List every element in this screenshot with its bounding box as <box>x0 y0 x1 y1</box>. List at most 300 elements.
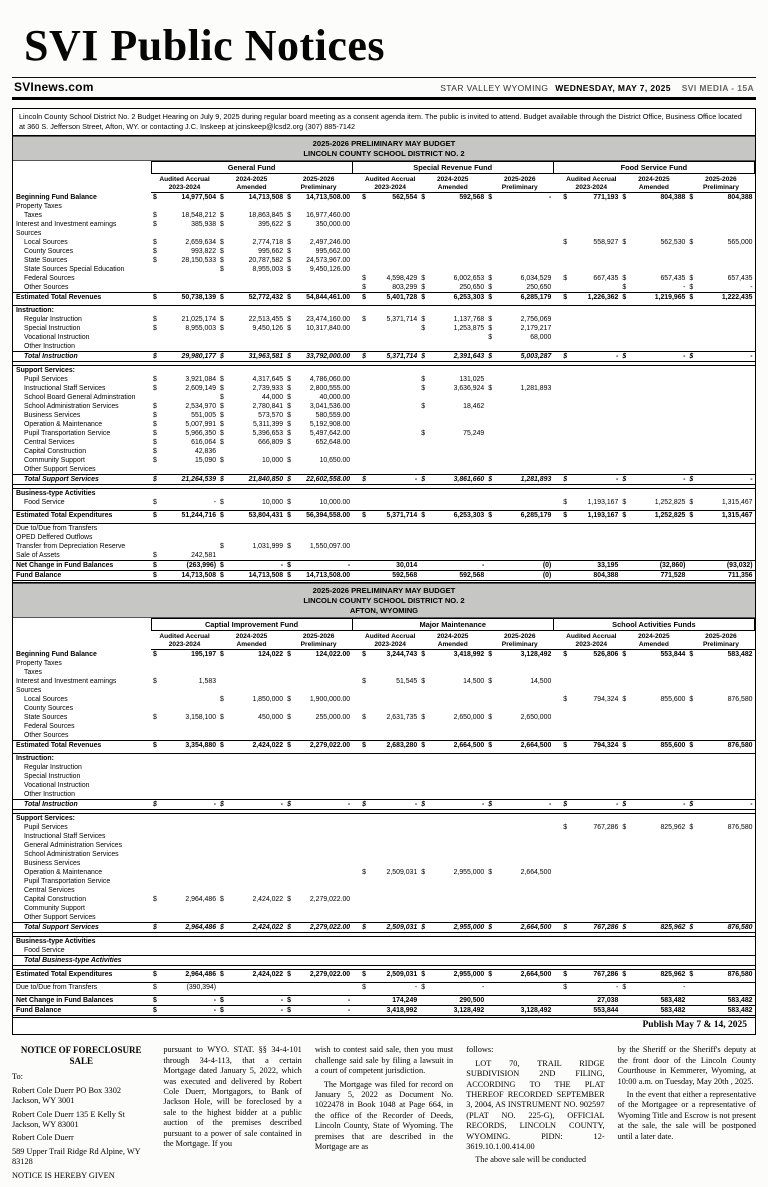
table-row <box>13 841 755 850</box>
dollar-sign: $ <box>153 678 157 686</box>
amount-value: - <box>481 984 485 992</box>
row-label: Other Sources <box>24 732 69 740</box>
row-label: Property Taxes <box>16 203 62 211</box>
dollar-sign: $ <box>421 512 426 520</box>
amount-cell <box>687 763 754 772</box>
dollar-sign: $ <box>220 430 224 438</box>
amount-cell <box>218 402 285 411</box>
amount-cell <box>151 677 218 686</box>
amount-value: 2,659,634 <box>185 239 217 247</box>
amount-value: - <box>280 562 284 570</box>
amount-cell <box>151 366 218 376</box>
dollar-sign: $ <box>287 403 291 411</box>
amount-value: 592,568 <box>459 194 485 202</box>
amount-value: 53,804,431 <box>248 512 284 520</box>
amount-cell <box>486 983 553 993</box>
dollar-sign: $ <box>220 742 224 750</box>
amount-value: 2,279,022.00 <box>309 896 351 904</box>
amount-value: 450,000 <box>258 714 284 722</box>
dollar-sign: $ <box>220 651 224 659</box>
amount-cell <box>553 211 620 220</box>
row-label: OPED Deffered Outflows <box>16 534 93 542</box>
table-row <box>13 293 755 303</box>
amount-cell <box>151 814 218 824</box>
table-row <box>13 342 755 352</box>
dollar-sign: $ <box>421 325 426 333</box>
amount-value: 855,600 <box>660 742 686 750</box>
table-row <box>13 475 755 485</box>
amount-cell <box>218 886 285 895</box>
row-label: Pupil Services <box>24 376 68 384</box>
amount-cell <box>620 293 687 303</box>
amount-cell <box>486 695 553 704</box>
legal-paragraph: pursuant to WYO. STAT. §§ 34-4-101 through 34-4-113, that a certain Mortgage dated January 5, 2022, which was executed and delivered by Robert Cole Duerr, Mortgagors, to Bank of Jackson Hole, will be foreclosed by a sale to the highest bidder at a public auction of the premises described pursuant to a power of sale contained in the Mortgage. If you <box>163 1045 302 1148</box>
dollar-sign: $ <box>362 651 366 659</box>
amount-cell <box>486 256 553 265</box>
dollar-sign: $ <box>153 742 157 750</box>
dollar-sign: $ <box>488 512 493 520</box>
amount-cell <box>352 763 419 772</box>
amount-cell <box>285 283 352 293</box>
legal-paragraph: wish to contest said sale, then you must challenge said sale by filing a lawsuit in a court of competent jurisdiction. <box>314 1045 454 1076</box>
row-label: Other Instruction <box>24 343 75 351</box>
amount-cell <box>285 402 352 411</box>
amount-cell <box>620 956 687 966</box>
amount-cell <box>352 324 419 333</box>
amount-cell <box>352 402 419 411</box>
amount-cell <box>553 946 620 956</box>
amount-cell <box>151 533 218 542</box>
dollar-sign: $ <box>220 212 224 220</box>
table-row <box>13 713 755 722</box>
dollar-sign: $ <box>488 971 493 979</box>
table-row <box>13 937 755 947</box>
amount-value: 583,482 <box>660 1007 686 1015</box>
dollar-sign: $ <box>220 248 224 256</box>
amount-cell <box>285 937 352 947</box>
row-label: County Sources <box>24 705 74 713</box>
amount-cell <box>285 333 352 342</box>
dateline-edition: SVI MEDIA - 15A <box>681 83 754 93</box>
legal-column <box>315 1045 453 1184</box>
amount-cell <box>419 438 486 447</box>
amount-cell <box>151 970 218 980</box>
amount-cell <box>218 763 285 772</box>
amount-cell <box>218 859 285 868</box>
amount-cell <box>218 772 285 781</box>
amount-value: 9,450,126 <box>252 325 284 333</box>
amount-cell <box>687 533 754 542</box>
amount-cell <box>687 256 754 265</box>
amount-value: 1,315,467 <box>721 499 753 507</box>
amount-cell <box>352 868 419 877</box>
amount-cell <box>218 293 285 303</box>
amount-value: 2,424,022 <box>252 971 284 979</box>
amount-value: 2,964,486 <box>185 924 217 932</box>
amount-cell <box>419 1006 486 1017</box>
amount-cell <box>620 913 687 923</box>
amount-value: 794,324 <box>593 696 619 704</box>
amount-cell <box>419 800 486 810</box>
amount-cell <box>285 324 352 333</box>
amount-value: 592,568 <box>392 572 418 580</box>
dollar-sign: $ <box>421 714 426 722</box>
amount-cell <box>620 352 687 362</box>
amount-cell <box>486 384 553 393</box>
amount-cell <box>620 832 687 841</box>
amount-cell <box>486 393 553 402</box>
amount-cell <box>687 352 754 362</box>
amount-value: (32,860) <box>659 562 686 570</box>
dollar-sign: $ <box>421 385 426 393</box>
amount-value: 2,955,000 <box>453 924 485 932</box>
row-label: Property Taxes <box>16 660 62 668</box>
table-row <box>13 668 755 677</box>
amount-cell <box>151 220 218 229</box>
row-label: Total Support Services <box>13 923 151 933</box>
amount-value: 2,650,000 <box>453 714 485 722</box>
amount-cell <box>553 668 620 677</box>
dollar-sign: $ <box>153 651 157 659</box>
amount-cell <box>285 895 352 904</box>
amount-cell <box>620 904 687 913</box>
amount-cell <box>553 465 620 475</box>
amount-value: 767,286 <box>593 971 619 979</box>
amount-cell <box>486 741 553 751</box>
row-label: Pupil Transportation Service <box>24 430 111 438</box>
dollar-sign: $ <box>622 984 627 992</box>
amount-cell <box>486 420 553 429</box>
amount-cell <box>419 790 486 800</box>
amount-cell <box>553 763 620 772</box>
amount-value: 2,497,246.00 <box>309 239 351 247</box>
amount-cell <box>419 256 486 265</box>
amount-value: 3,244,743 <box>386 651 418 659</box>
dollar-sign: $ <box>563 476 568 484</box>
amount-cell <box>620 247 687 256</box>
amount-value: - <box>213 499 217 507</box>
amount-cell <box>553 695 620 704</box>
amount-value: 5,966,350 <box>185 430 217 438</box>
table-row <box>13 781 755 790</box>
dollar-sign: $ <box>220 714 224 722</box>
amount-cell <box>218 511 285 521</box>
dollar-sign: $ <box>287 896 291 904</box>
amount-cell <box>218 983 285 993</box>
amount-cell <box>352 274 419 283</box>
amount-cell <box>419 763 486 772</box>
amount-cell <box>687 800 754 810</box>
amount-cell <box>687 447 754 456</box>
amount-cell <box>151 859 218 868</box>
amount-cell <box>218 686 285 695</box>
amount-cell <box>285 511 352 521</box>
amount-cell <box>486 306 553 316</box>
amount-value: 666,809 <box>258 439 284 447</box>
dollar-sign: $ <box>689 801 694 809</box>
dollar-sign: $ <box>153 552 157 560</box>
amount-cell <box>419 859 486 868</box>
table-row <box>13 823 755 832</box>
amount-cell <box>352 983 419 993</box>
amount-cell <box>218 366 285 376</box>
amount-cell <box>687 438 754 447</box>
legal-paragraph: Robert Cole Duerr 135 E Kelly St Jackson, WY 83001 <box>12 1109 125 1129</box>
amount-value: 2,739,933 <box>252 385 284 393</box>
amount-cell <box>486 722 553 731</box>
amount-value: 2,664,500 <box>520 742 552 750</box>
table-row <box>13 229 755 238</box>
row-label: School Administration Services <box>24 851 119 859</box>
amount-cell <box>419 429 486 438</box>
dollar-sign: $ <box>362 984 366 992</box>
dollar-sign: $ <box>287 266 291 274</box>
amount-value: 771,193 <box>593 194 619 202</box>
amount-cell <box>218 202 285 211</box>
amount-cell <box>486 542 553 551</box>
dollar-sign: $ <box>689 924 694 932</box>
amount-cell <box>151 956 218 966</box>
amount-cell <box>419 352 486 362</box>
amount-value: 242,581 <box>191 552 217 560</box>
dollar-sign: $ <box>488 316 493 324</box>
amount-cell <box>352 970 419 980</box>
dollar-sign: $ <box>362 194 366 202</box>
amount-value: 1,850,000 <box>252 696 284 704</box>
amount-value: 27,038 <box>597 997 619 1005</box>
dollar-sign: $ <box>488 801 493 809</box>
amount-cell <box>687 475 754 485</box>
table-row <box>13 447 755 456</box>
amount-cell <box>486 1006 553 1017</box>
amount-cell <box>687 823 754 832</box>
amount-cell <box>151 193 218 203</box>
amount-cell <box>486 429 553 438</box>
amount-cell <box>687 713 754 722</box>
amount-cell <box>553 306 620 316</box>
dollar-sign: $ <box>153 403 157 411</box>
amount-cell <box>620 850 687 859</box>
amount-cell <box>218 551 285 561</box>
amount-cell <box>151 498 218 507</box>
amount-cell <box>352 366 419 376</box>
dollar-sign: $ <box>153 212 157 220</box>
dollar-sign: $ <box>362 353 366 361</box>
amount-value: 5,497,642.00 <box>309 430 351 438</box>
amount-value: 21,025,174 <box>181 316 217 324</box>
amount-cell <box>151 283 218 293</box>
amount-value: - <box>616 476 619 484</box>
amount-cell <box>151 247 218 256</box>
amount-cell <box>553 722 620 731</box>
amount-value: 3,041,536.00 <box>309 403 351 411</box>
amount-cell <box>352 411 419 420</box>
amount-cell <box>486 533 553 542</box>
amount-value: 825,962 <box>660 924 686 932</box>
table-row <box>13 877 755 886</box>
amount-cell <box>553 800 620 810</box>
amount-cell <box>218 741 285 751</box>
table-row <box>13 722 755 731</box>
amount-value: 2,534,970 <box>185 403 217 411</box>
table-row <box>13 524 755 534</box>
amount-cell <box>352 946 419 956</box>
amount-cell <box>687 686 754 695</box>
amount-cell <box>620 306 687 316</box>
amount-cell <box>419 402 486 411</box>
amount-cell <box>218 571 285 582</box>
dollar-sign: $ <box>421 801 426 809</box>
amount-cell <box>352 542 419 551</box>
amount-cell <box>151 229 218 238</box>
dollar-sign: $ <box>220 457 224 465</box>
column-header: Audited Accrual 2023-2024 <box>352 174 419 193</box>
amount-cell <box>419 366 486 376</box>
amount-value: 767,286 <box>593 824 619 832</box>
amount-cell <box>553 704 620 713</box>
amount-cell <box>352 438 419 447</box>
amount-cell <box>352 741 419 751</box>
amount-cell <box>352 447 419 456</box>
amount-cell <box>620 650 687 660</box>
dollar-sign: $ <box>220 257 224 265</box>
dollar-sign: $ <box>622 824 627 832</box>
amount-cell <box>553 790 620 800</box>
dollar-sign: $ <box>287 971 291 979</box>
amount-value: 1,137,768 <box>453 316 485 324</box>
amount-cell <box>218 695 285 704</box>
amount-value: 652,648.00 <box>315 439 351 447</box>
dollar-sign: $ <box>220 325 224 333</box>
amount-cell <box>553 571 620 582</box>
amount-cell <box>352 429 419 438</box>
row-label: Total Support Services <box>13 475 151 485</box>
amount-cell <box>419 704 486 713</box>
amount-value: 10,317,840.00 <box>306 325 351 333</box>
amount-value: 3,158,100 <box>185 714 217 722</box>
amount-cell <box>486 265 553 274</box>
amount-cell <box>620 868 687 877</box>
legal-paragraph: follows: <box>466 1045 494 1055</box>
amount-cell <box>218 315 285 324</box>
amount-value: 20,787,582 <box>248 257 284 265</box>
amount-value: 2,664,500 <box>520 924 552 932</box>
table-row <box>13 983 755 993</box>
dollar-sign: $ <box>362 869 366 877</box>
amount-cell <box>620 923 687 933</box>
amount-cell <box>352 832 419 841</box>
budget-table-title: 2025-2026 PRELIMINARY MAY BUDGET LINCOLN COUNTY SCHOOL DISTRICT NO. 2 <box>13 136 755 161</box>
amount-cell <box>352 996 419 1006</box>
amount-value: - <box>280 1007 284 1015</box>
amount-cell <box>151 561 218 571</box>
amount-cell <box>620 384 687 393</box>
dollar-sign: $ <box>362 476 366 484</box>
amount-cell <box>285 551 352 561</box>
amount-cell <box>419 238 486 247</box>
amount-cell <box>218 731 285 741</box>
amount-cell <box>218 814 285 824</box>
dollar-sign: $ <box>689 239 694 247</box>
corner-cell <box>13 619 151 631</box>
amount-value: - <box>280 801 284 809</box>
dollar-sign: $ <box>287 457 291 465</box>
dollar-sign: $ <box>362 971 366 979</box>
dollar-sign: $ <box>287 430 291 438</box>
dollar-sign: $ <box>488 742 493 750</box>
legal-column <box>12 1045 150 1184</box>
row-label: Fund Balance <box>13 571 151 582</box>
table-row <box>13 220 755 229</box>
legal-paragraph: The Mortgage was filed for record on January 5, 2022 as Document No. 1022478 in Book 1048 at Page 664, in the office of the Recorder of Deeds, Lincoln County, State of Wyoming. The premises that are described in the Mortgage are as <box>314 1079 454 1151</box>
amount-cell <box>486 937 553 947</box>
dollar-sign: $ <box>689 194 694 202</box>
amount-cell <box>352 384 419 393</box>
amount-cell <box>553 438 620 447</box>
amount-value: 18,462 <box>463 403 485 411</box>
row-label: Operation & Maintenance <box>24 869 103 877</box>
amount-cell <box>687 877 754 886</box>
column-header-row <box>13 174 755 193</box>
amount-value: - <box>548 194 552 202</box>
dollar-sign: $ <box>421 984 426 992</box>
row-label: School Administration Services <box>24 403 119 411</box>
amount-cell <box>687 956 754 966</box>
amount-value: - <box>548 801 552 809</box>
dollar-sign: $ <box>287 742 291 750</box>
amount-value: 8,955,003 <box>185 325 217 333</box>
amount-cell <box>486 956 553 966</box>
amount-cell <box>553 859 620 868</box>
dollar-sign: $ <box>287 572 291 580</box>
amount-cell <box>151 211 218 220</box>
amount-cell <box>486 220 553 229</box>
amount-cell <box>553 741 620 751</box>
table-row <box>13 754 755 764</box>
table-row <box>13 551 755 561</box>
amount-cell <box>620 823 687 832</box>
row-label: Taxes <box>24 212 42 220</box>
amount-cell <box>151 202 218 211</box>
budget-table-2 <box>13 618 755 1018</box>
amount-value: (263,996) <box>186 562 217 570</box>
amount-value: - <box>616 984 619 992</box>
fund-header: Captial Improvement Fund <box>151 619 352 631</box>
row-label: Local Sources <box>24 239 68 247</box>
amount-cell <box>486 850 553 859</box>
amount-cell <box>285 274 352 283</box>
row-label: Sources <box>16 687 42 695</box>
amount-cell <box>486 193 553 203</box>
amount-cell <box>285 814 352 824</box>
amount-cell <box>620 420 687 429</box>
amount-cell <box>553 895 620 904</box>
amount-value: (390,394) <box>186 984 217 992</box>
column-header: 2025-2026 Preliminary <box>486 631 553 650</box>
amount-cell <box>419 956 486 966</box>
amount-value: 2,279,022.00 <box>309 742 351 750</box>
amount-cell <box>151 429 218 438</box>
table-row <box>13 731 755 741</box>
amount-value: 10,000.00 <box>319 499 351 507</box>
amount-cell <box>553 229 620 238</box>
amount-cell <box>620 402 687 411</box>
amount-value: 876,580 <box>727 696 753 704</box>
amount-cell <box>285 996 352 1006</box>
amount-value: - <box>347 997 351 1005</box>
masthead <box>12 20 756 100</box>
dollar-sign: $ <box>287 562 291 570</box>
